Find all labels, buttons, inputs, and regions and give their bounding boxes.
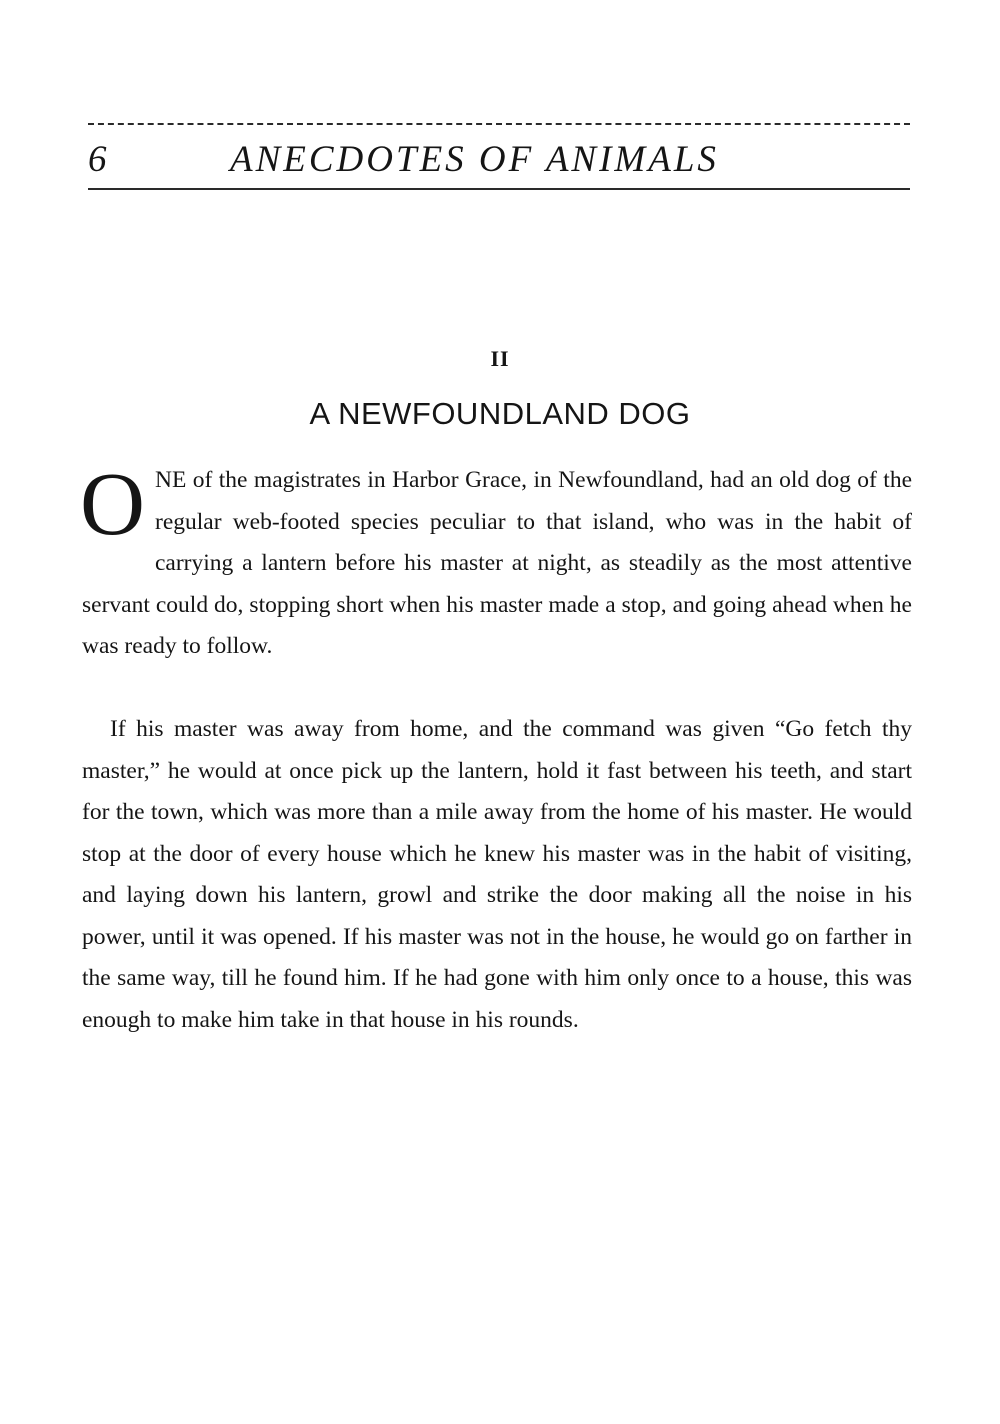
chapter-title: A NEWFOUNDLAND DOG xyxy=(309,396,691,431)
chapter-number: II xyxy=(490,346,510,371)
running-head xyxy=(88,132,910,184)
book-title: ANECDOTES OF ANIMALS xyxy=(230,139,719,180)
paragraph-1-text: NE of the magistrates in Harbor Grace, in Newfoundland, had an old dog of the regular web-footed species peculiar to that island, who was in the habit of carrying a lantern before his master at night, as steadily as the most attentive servant could do, stopping short when his master made a stop, and going ahead when he was ready to follow. xyxy=(82,467,912,659)
page-number: 6 xyxy=(88,139,110,180)
header-bottom-rule xyxy=(88,188,910,190)
paragraph-1 xyxy=(80,455,912,668)
paragraph-2: If his master was away from home, and the command was given “Go fetch thy master,” he would at once pick up the lantern, hold it fast between his teeth, and start for the town, which was more than a mile away from the home of his master. He would stop at the door of every house which he knew his master was in the habit of visiting, and laying down his lantern, growl and strike the door making all the noise in his power, until it was opened. If his master was not in the house, he would go on farther in the same way, till he found him. If he had gone with him only once to a house, this was enough to make him take in that house in his rounds. xyxy=(82,716,912,1033)
header-top-rule xyxy=(88,123,910,125)
drop-cap: O xyxy=(80,455,145,554)
